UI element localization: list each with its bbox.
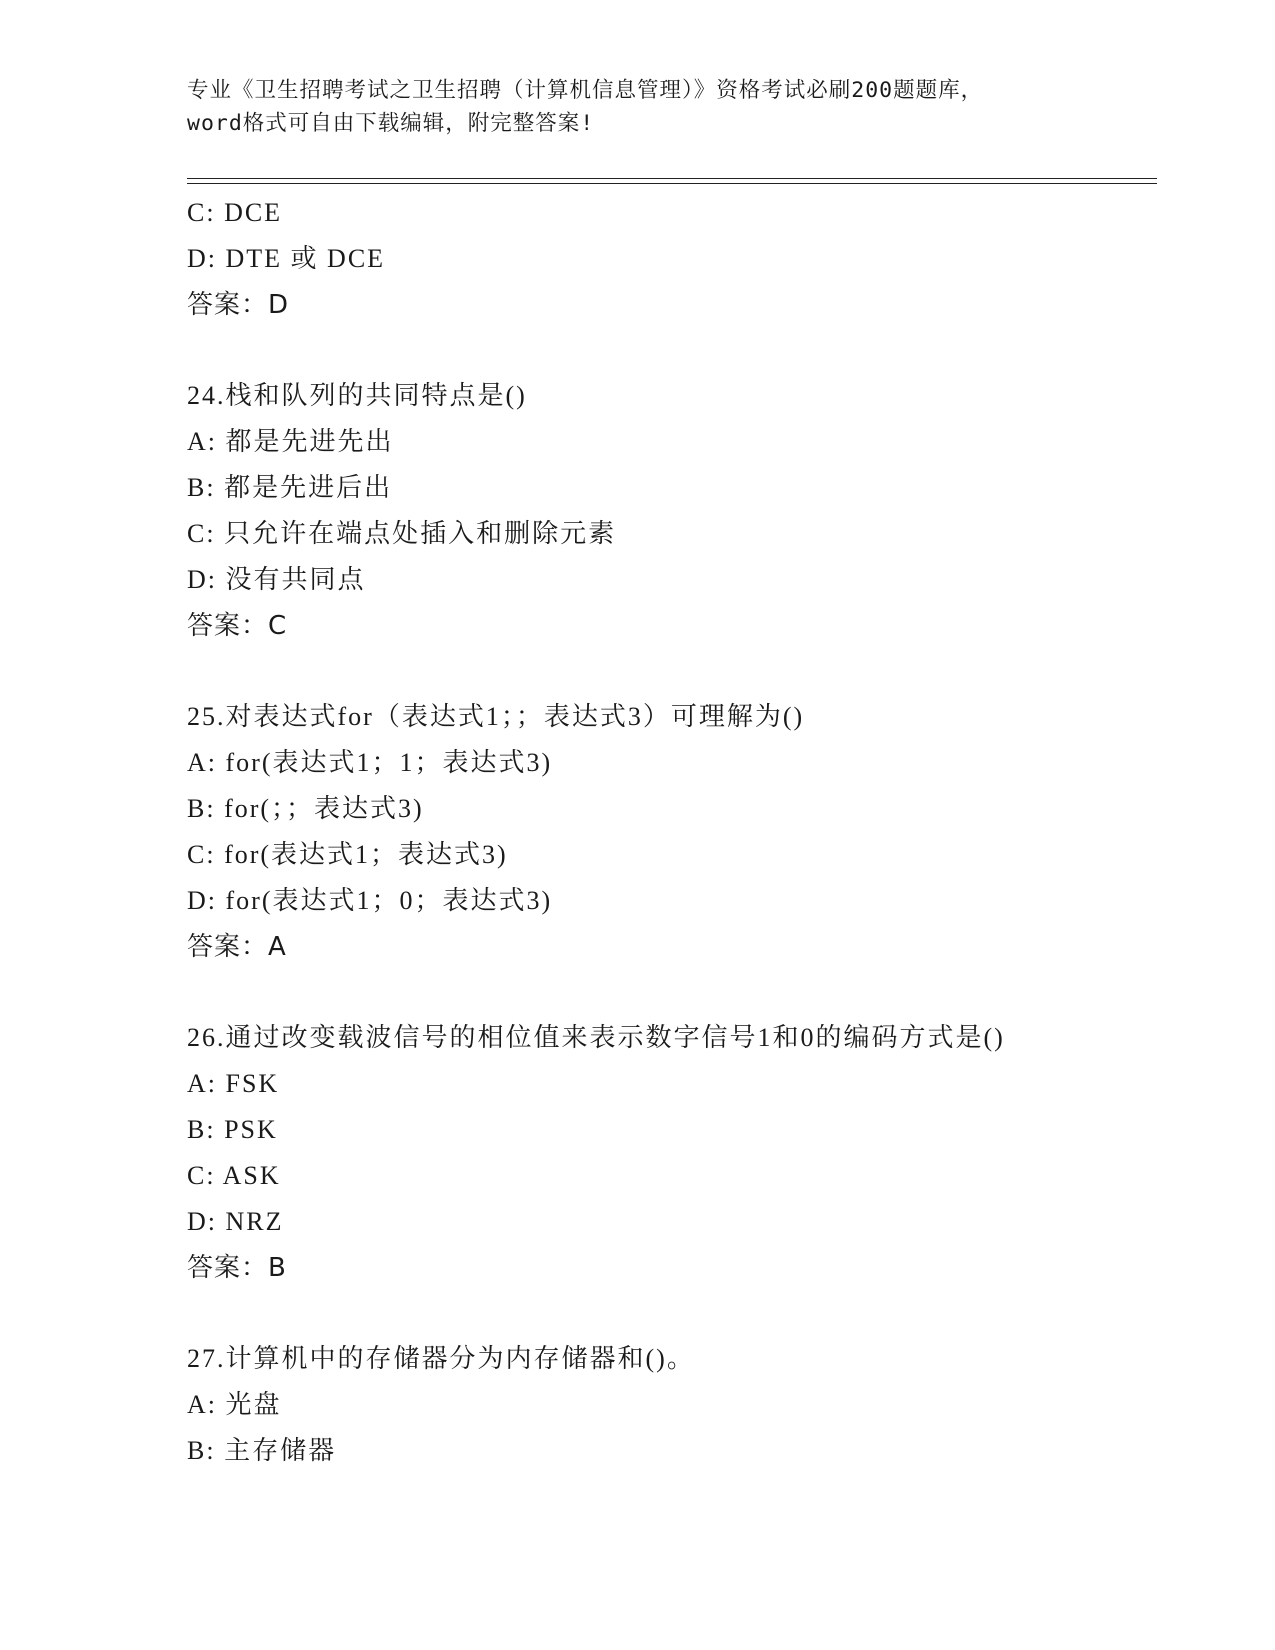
question-27 xyxy=(187,1336,1157,1474)
option-c: C: for(表达式1；表达式3) xyxy=(187,840,508,869)
question-spacer xyxy=(187,649,1157,694)
question-spacer xyxy=(187,1291,1157,1336)
question-spacer xyxy=(187,970,1157,1015)
header-title-line-1: 专业《卫生招聘考试之卫生招聘（计算机信息管理）》资格考试必刷200题题库， xyxy=(187,78,984,103)
option-a: A: FSK xyxy=(187,1069,280,1098)
option-b: B: 主存储器 xyxy=(187,1436,337,1465)
option-d: D: DTE 或 DCE xyxy=(187,244,386,273)
question-list xyxy=(187,190,1157,1474)
option-c: C: ASK xyxy=(187,1161,281,1190)
answer-line: 答案：B xyxy=(187,1253,287,1283)
option-b: B: for(；；表达式3) xyxy=(187,794,424,823)
header-title-line-2: word格式可自由下载编辑，附完整答案! xyxy=(187,111,595,136)
question-stem: 27.计算机中的存储器分为内存储器和()。 xyxy=(187,1344,695,1373)
option-b: B: 都是先进后出 xyxy=(187,473,393,502)
header-divider-top xyxy=(187,178,1157,179)
header-divider-bottom xyxy=(187,183,1157,184)
question-25 xyxy=(187,694,1157,970)
answer-line: 答案：C xyxy=(187,611,288,641)
answer-line: 答案：A xyxy=(187,932,287,962)
question-stem: 24.栈和队列的共同特点是() xyxy=(187,381,527,410)
document-header xyxy=(187,74,1087,140)
question-spacer xyxy=(187,328,1157,373)
option-d: D: NRZ xyxy=(187,1207,284,1236)
question-24 xyxy=(187,373,1157,649)
question-26 xyxy=(187,1015,1157,1291)
question-stem: 25.对表达式for（表达式1；；表达式3）可理解为() xyxy=(187,702,805,731)
option-c: C: 只允许在端点处插入和删除元素 xyxy=(187,519,617,548)
option-b: B: PSK xyxy=(187,1115,278,1144)
answer-line: 答案：D xyxy=(187,290,290,320)
option-a: A: 都是先进先出 xyxy=(187,427,394,456)
option-c: C: DCE xyxy=(187,198,283,227)
option-d: D: for(表达式1；0；表达式3) xyxy=(187,886,553,915)
question-23-tail xyxy=(187,190,1157,328)
option-a: A: 光盘 xyxy=(187,1390,282,1419)
option-d: D: 没有共同点 xyxy=(187,565,366,594)
question-stem: 26.通过改变载波信号的相位值来表示数字信号1和0的编码方式是() xyxy=(187,1023,1005,1052)
option-a: A: for(表达式1；1；表达式3) xyxy=(187,748,553,777)
